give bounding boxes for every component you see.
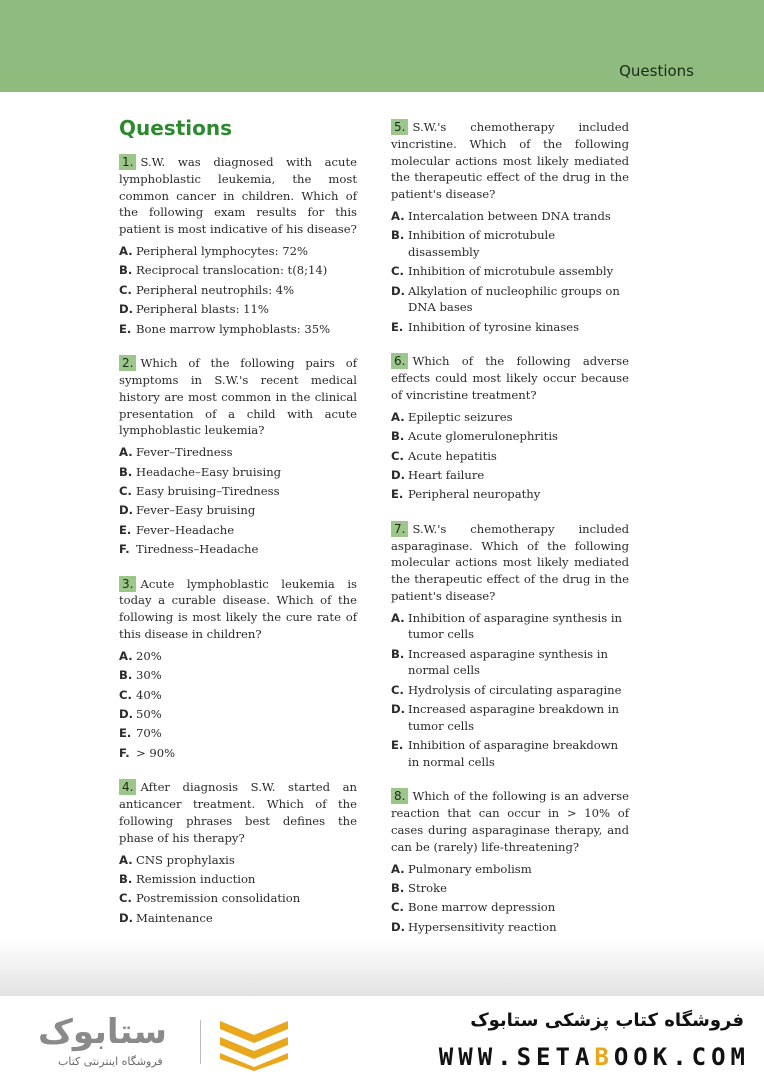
answer-option bbox=[119, 502, 357, 519]
option-text: Inhibition of asparagine breakdown in normal cells bbox=[408, 738, 619, 769]
question-number-badge: 4. bbox=[119, 779, 136, 795]
answer-option bbox=[119, 301, 357, 318]
option-text: Postremission consolidation bbox=[136, 891, 301, 906]
option-letter: E. bbox=[391, 487, 404, 502]
option-text: Bone marrow depression bbox=[408, 900, 556, 915]
option-text: Headache–Easy bruising bbox=[136, 464, 282, 479]
option-text: Intercalation between DNA trands bbox=[408, 208, 611, 223]
option-letter: E. bbox=[391, 319, 404, 334]
option-text: Tiredness–Headache bbox=[136, 542, 259, 557]
option-text: 20% bbox=[136, 648, 162, 663]
question-stem bbox=[391, 521, 629, 605]
answer-option bbox=[391, 448, 629, 465]
answer-option bbox=[119, 648, 357, 665]
shop-name: فروشگاه کتاب پزشکی ستابوک bbox=[470, 1010, 744, 1031]
option-letter: C. bbox=[119, 687, 132, 702]
question-number-badge: 3. bbox=[119, 576, 136, 592]
option-letter: F. bbox=[119, 745, 130, 760]
option-letter: B. bbox=[391, 228, 405, 243]
option-text: Reciprocal translocation: t(8;14) bbox=[136, 263, 328, 278]
answer-option bbox=[119, 243, 357, 260]
option-letter: E. bbox=[119, 726, 132, 741]
option-text: 40% bbox=[136, 687, 162, 702]
question-stem bbox=[119, 779, 357, 846]
option-letter: D. bbox=[391, 702, 406, 717]
option-text: 30% bbox=[136, 668, 162, 683]
option-letter: C. bbox=[391, 264, 404, 279]
answer-option bbox=[119, 706, 357, 723]
answer-options bbox=[119, 444, 357, 558]
book-stack-icon bbox=[216, 1015, 292, 1071]
option-letter: B. bbox=[119, 871, 133, 886]
answer-option bbox=[119, 321, 357, 338]
option-text: Hypersensitivity reaction bbox=[408, 919, 557, 934]
answer-option bbox=[391, 880, 629, 897]
setabook-logo: ستابوک bbox=[38, 1012, 167, 1052]
option-text: Pulmonary embolism bbox=[408, 861, 532, 876]
answer-option bbox=[119, 483, 357, 500]
url-highlight-letter: B bbox=[594, 1043, 614, 1071]
answer-option bbox=[391, 227, 629, 260]
option-text: Epileptic seizures bbox=[408, 409, 513, 424]
answer-option bbox=[391, 646, 629, 679]
option-letter: C. bbox=[119, 483, 132, 498]
question-number-badge: 5. bbox=[391, 119, 408, 135]
option-letter: E. bbox=[119, 321, 132, 336]
answer-option bbox=[119, 667, 357, 684]
option-text: Increased asparagine synthesis in normal cells bbox=[408, 646, 608, 678]
option-letter: A. bbox=[119, 852, 133, 867]
option-letter: A. bbox=[119, 648, 133, 663]
option-letter: E. bbox=[119, 522, 132, 537]
option-text: Bone marrow lymphoblasts: 35% bbox=[136, 321, 331, 336]
section-title: Questions bbox=[119, 116, 233, 140]
question-number-badge: 6. bbox=[391, 353, 408, 369]
question-2 bbox=[119, 355, 357, 558]
shop-url[interactable] bbox=[439, 1043, 750, 1071]
question-stem-text: S.W. was diagnosed with acute lymphoblastic leukemia, the most common cancer in children. Which of the following exam results for this patient is most indicative of his disease? bbox=[119, 155, 357, 237]
running-header-title: Questions bbox=[619, 62, 694, 80]
option-text: Peripheral blasts: 11% bbox=[136, 302, 269, 317]
option-letter: A. bbox=[119, 445, 133, 460]
question-stem bbox=[119, 355, 357, 439]
right-column bbox=[391, 119, 629, 1009]
answer-option bbox=[119, 910, 357, 927]
answer-option bbox=[119, 444, 357, 461]
answer-options bbox=[391, 409, 629, 503]
option-letter: C. bbox=[119, 891, 132, 906]
option-text: Increased asparagine breakdown in tumor cells bbox=[408, 702, 619, 733]
question-1 bbox=[119, 154, 357, 337]
option-letter: B. bbox=[119, 668, 133, 683]
question-6 bbox=[391, 353, 629, 503]
option-letter: B. bbox=[119, 263, 133, 278]
option-text: Fever–Headache bbox=[136, 522, 235, 537]
option-letter: C. bbox=[391, 900, 404, 915]
answer-option bbox=[391, 899, 629, 916]
answer-option bbox=[119, 464, 357, 481]
option-text: > 90% bbox=[136, 745, 176, 760]
answer-option bbox=[119, 687, 357, 704]
option-text: Stroke bbox=[408, 880, 448, 895]
option-letter: B. bbox=[391, 429, 405, 444]
footer-divider bbox=[200, 1020, 201, 1064]
option-letter: A. bbox=[391, 861, 405, 876]
option-text: Remission induction bbox=[136, 871, 256, 886]
question-number-badge: 1. bbox=[119, 154, 136, 170]
question-stem-text: Which of the following is an adverse reaction that can occur in > 10% of cases during asparaginase therapy, and can be (rarely) life-threatening? bbox=[391, 789, 629, 854]
option-letter: D. bbox=[119, 302, 134, 317]
option-text: Fever–Easy bruising bbox=[136, 503, 256, 518]
answer-option bbox=[119, 262, 357, 279]
question-4 bbox=[119, 779, 357, 926]
answer-option bbox=[119, 522, 357, 539]
answer-option bbox=[391, 919, 629, 936]
question-stem-text: After diagnosis S.W. started an anticancer treatment. Which of the following phrases best defines the phase of his therapy? bbox=[119, 780, 357, 845]
question-3 bbox=[119, 576, 357, 762]
option-letter: D. bbox=[391, 283, 406, 298]
answer-option bbox=[119, 871, 357, 888]
question-stem-text: Which of the following adverse effects could most likely occur because of vincristine treatment? bbox=[391, 354, 629, 402]
option-letter: C. bbox=[391, 682, 404, 697]
answer-option bbox=[119, 282, 357, 299]
question-stem bbox=[119, 576, 357, 643]
answer-options bbox=[391, 208, 629, 335]
option-text: Alkylation of nucleophilic groups on DNA bases bbox=[408, 283, 620, 315]
option-text: CNS prophylaxis bbox=[136, 852, 235, 867]
answer-option bbox=[391, 208, 629, 225]
option-text: Inhibition of microtubule assembly bbox=[408, 264, 614, 279]
option-letter: A. bbox=[119, 243, 133, 258]
answer-option bbox=[391, 682, 629, 699]
option-text: Acute hepatitis bbox=[408, 448, 497, 463]
option-letter: D. bbox=[119, 910, 134, 925]
option-text: Inhibition of asparagine synthesis in tumor cells bbox=[408, 610, 623, 642]
option-text: 50% bbox=[136, 707, 162, 722]
option-text: Heart failure bbox=[408, 467, 485, 482]
answer-option bbox=[391, 319, 629, 336]
option-text: Fever–Tiredness bbox=[136, 445, 233, 460]
option-text: Peripheral neuropathy bbox=[408, 487, 541, 502]
question-stem-text: S.W.'s chemotherapy included vincristine. Which of the following molecular actions most likely mediated the therapeutic effect of the drug in the patient's disease? bbox=[391, 120, 629, 202]
option-letter: D. bbox=[391, 919, 406, 934]
answer-option bbox=[391, 263, 629, 280]
option-text: Inhibition of tyrosine kinases bbox=[408, 319, 580, 334]
option-text: Easy bruising–Tiredness bbox=[136, 483, 280, 498]
answer-option bbox=[391, 610, 629, 643]
question-stem bbox=[391, 353, 629, 403]
url-part-1: WWW.SETA bbox=[438, 1043, 595, 1071]
question-5 bbox=[391, 119, 629, 335]
option-text: Hydrolysis of circulating asparagine bbox=[408, 682, 622, 697]
option-letter: D. bbox=[119, 707, 134, 722]
answer-option bbox=[119, 541, 357, 558]
answer-options bbox=[119, 243, 357, 337]
footer-fade bbox=[0, 940, 764, 996]
answer-option bbox=[119, 890, 357, 907]
option-letter: D. bbox=[119, 503, 134, 518]
answer-options bbox=[391, 610, 629, 771]
option-text: Peripheral lymphocytes: 72% bbox=[136, 243, 308, 258]
left-column bbox=[119, 154, 357, 944]
option-letter: F. bbox=[119, 542, 130, 557]
answer-option bbox=[391, 409, 629, 426]
answer-option bbox=[119, 745, 357, 762]
setabook-logo-subtitle: فروشگاه اینترنتی کتاب bbox=[58, 1055, 163, 1068]
answer-option bbox=[119, 725, 357, 742]
question-number-badge: 2. bbox=[119, 355, 136, 371]
question-number-badge: 7. bbox=[391, 521, 408, 537]
option-letter: E. bbox=[391, 738, 404, 753]
answer-option bbox=[391, 283, 629, 316]
option-text: Acute glomerulonephritis bbox=[408, 429, 558, 444]
option-letter: B. bbox=[391, 880, 405, 895]
answer-option bbox=[391, 467, 629, 484]
question-stem-text: Acute lymphoblastic leukemia is today a curable disease. Which of the following is most likely the cure rate of this disease in children? bbox=[119, 576, 357, 642]
question-stem-text: S.W.'s chemotherapy included asparaginase. Which of the following molecular actions most likely mediated the therapeutic effect of the drug in the patient's disease? bbox=[391, 521, 629, 604]
question-7 bbox=[391, 521, 629, 771]
option-text: 70% bbox=[136, 726, 162, 741]
option-text: Peripheral neutrophils: 4% bbox=[136, 282, 295, 297]
option-letter: C. bbox=[391, 448, 404, 463]
option-letter: A. bbox=[391, 208, 405, 223]
answer-option bbox=[391, 701, 629, 734]
option-letter: A. bbox=[391, 409, 405, 424]
option-letter: C. bbox=[119, 282, 132, 297]
option-text: Inhibition of microtubule disassembly bbox=[408, 228, 556, 259]
question-stem bbox=[391, 788, 629, 855]
answer-option bbox=[391, 737, 629, 770]
question-number-badge: 8. bbox=[391, 788, 408, 804]
answer-option bbox=[391, 861, 629, 878]
option-text: Maintenance bbox=[136, 910, 213, 925]
answer-option bbox=[119, 852, 357, 869]
question-stem bbox=[119, 154, 357, 238]
question-stem-text: Which of the following pairs of symptoms in S.W.'s recent medical history are most common in the clinical presentation of a child with acute lymphoblastic leukemia? bbox=[119, 356, 357, 438]
option-letter: B. bbox=[391, 646, 405, 661]
answer-options bbox=[119, 852, 357, 927]
option-letter: B. bbox=[119, 464, 133, 479]
url-part-2: OOK.COM bbox=[613, 1043, 750, 1071]
answer-options bbox=[119, 648, 357, 762]
answer-option bbox=[391, 486, 629, 503]
option-letter: D. bbox=[391, 467, 406, 482]
option-letter: A. bbox=[391, 610, 405, 625]
question-stem bbox=[391, 119, 629, 203]
answer-option bbox=[391, 428, 629, 445]
